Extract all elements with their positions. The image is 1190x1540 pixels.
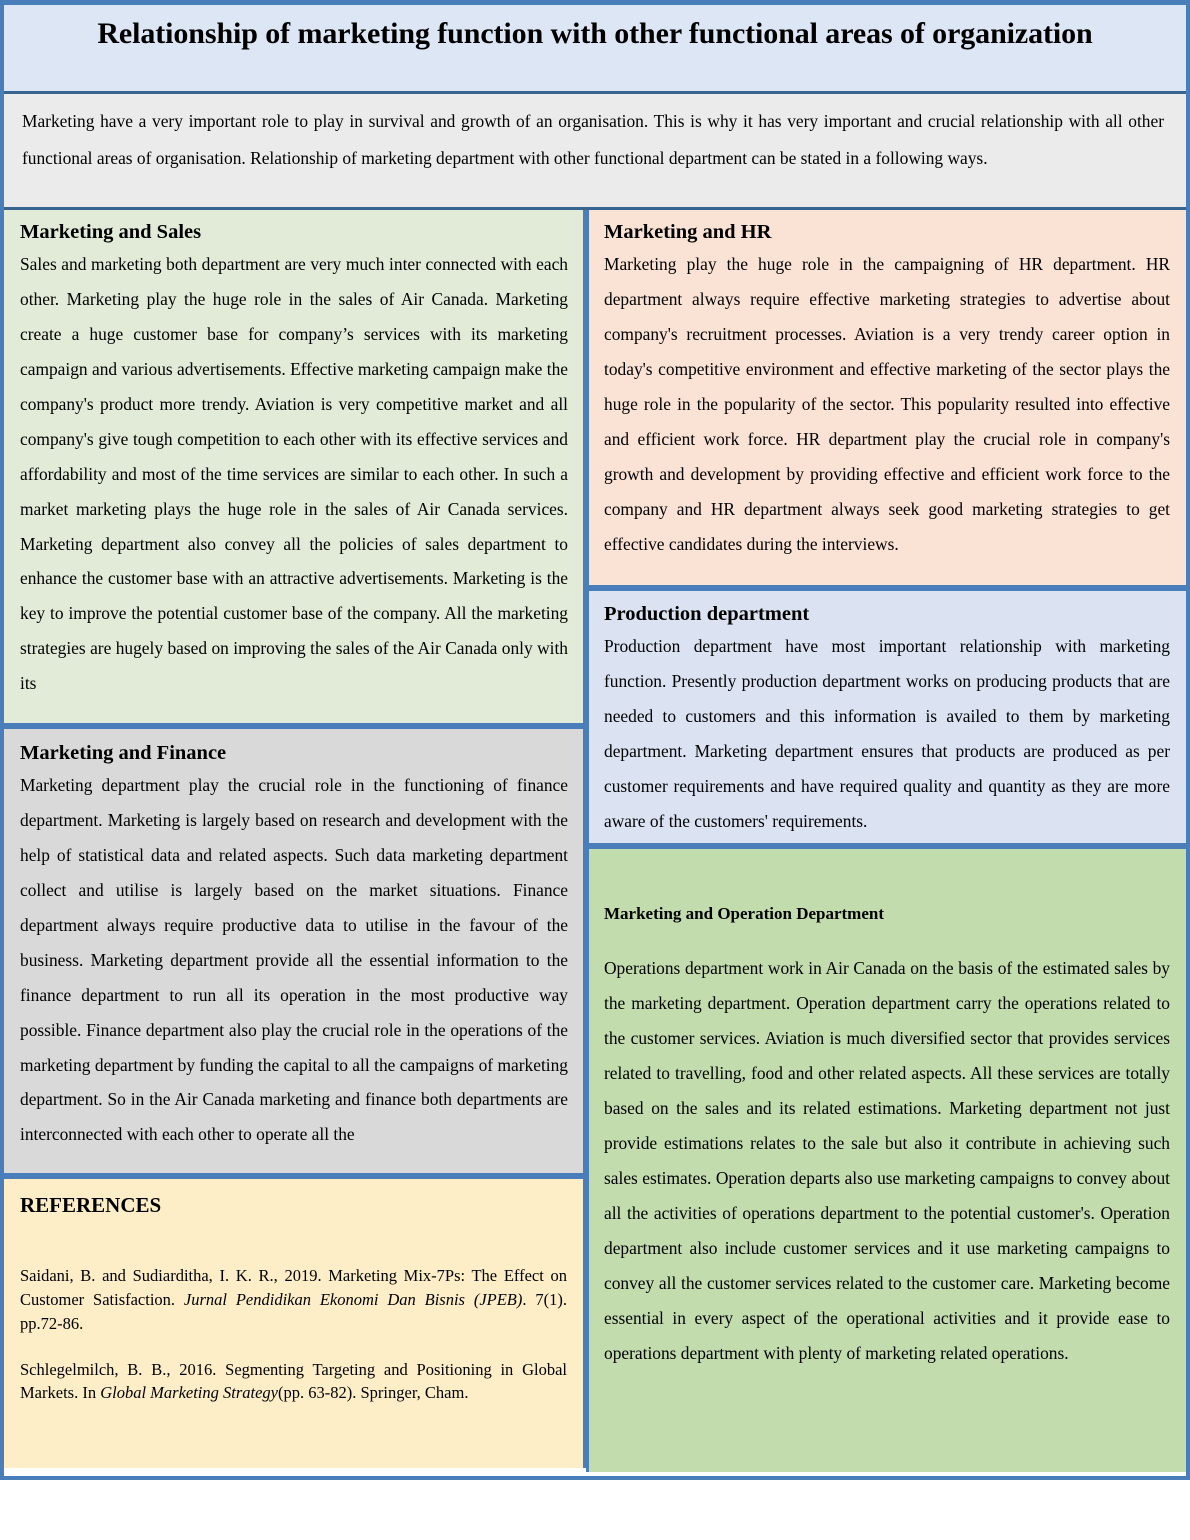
title-banner (4, 5, 1186, 94)
reference-text-lead: Schlegelmilch, B. B., 2016. Segmenting Targeting and Positioning in Global Markets. In (20, 1359, 567, 1403)
section-marketing-and-sales (4, 210, 586, 726)
section-body-operations: Operations department work in Air Canada on the basis of the estimated sales by the marketing department. Operation department carry the operations related to the customer services. Aviation is much diversified sector that provides services related to travelling, food and other related aspects. All these services are totally based on the sales and its related estimations. Marketing department not just provide estimations relates to the sale but also it contribute in achieving such sales estimates. Operation departs also use marketing campaigns to convey about all the activities of operations department to the potential customer's. Operation department also include customer services and it use marketing campaigns to convey all the customer services related to the customer care. Marketing become essential in every aspect of the operational activities and it provide ease to operations department with plenty of marketing related operations. (604, 958, 1170, 1364)
body-columns (4, 210, 1186, 1472)
section-heading-references: REFERENCES (20, 1193, 162, 1217)
reference-title-italic: Global Marketing Strategy (100, 1383, 279, 1403)
section-heading-sales: Marketing and Sales (20, 221, 202, 243)
references-spacer (20, 1218, 567, 1264)
reference-text-tail: . 7(1). pp.72-86. (20, 1290, 567, 1333)
reference-text-lead: Saidani, B. and Sudiarditha, I. K. R., 2019. Marketing Mix-7Ps: The Effect on Customer Satisfaction. (20, 1266, 567, 1309)
section-body-sales: Sales and marketing both department are very much inter connected with each other. Marketing play the huge role in the sales of Air Canada. Marketing create a huge customer base for company’s services with its marketing campaign and various advertisements. Effective marketing campaign make the company's product more trendy. Aviation is very competitive market and all company's give tough competition to each other with its effective services and affordability and most of the time services are similar to each other. In such a market marketing plays the huge role in the sales of Air Canada services. Marketing department also convey all the policies of sales department to enhance the customer base with an attractive advertisements. Marketing is the key to improve the potential customer base of the company. All the marketing strategies are hugely based on improving the sales of the Air Canada only with its (20, 253, 568, 694)
section-marketing-and-operation-department (586, 846, 1186, 1472)
section-heading-finance: Marketing and Finance (20, 742, 227, 764)
section-body-production: Production department have most important relationship with marketing function. Presently production department works on producing products that are needed to customers and this information is availed to them by marketing department. Marketing department ensures that products are produced as per customer requirements and have required quality and quantity as they are more aware of the customers' requirements. (604, 635, 1170, 831)
section-marketing-and-hr (586, 210, 1186, 588)
section-body-hr: Marketing play the huge role in the campaigning of HR department. HR department always require effective marketing strategies to advertise about company's recruitment processes. Aviation is a very trendy career option in today's competitive environment and effective marketing of the sector plays the huge role in the popularity of the sector. This popularity resulted into effective and efficient work force. HR department play the crucial role in company's growth and development by providing effective and efficient work force to the company and HR department always seek good marketing strategies to get effective candidates during the interviews. (604, 253, 1170, 554)
reference-entry (20, 1264, 567, 1335)
operations-top-spacer (604, 859, 1170, 903)
operations-mid-spacer (604, 925, 1170, 951)
section-marketing-and-finance (4, 726, 586, 1176)
section-heading-production: Production department (604, 603, 810, 625)
reference-entry (20, 1358, 567, 1406)
section-heading-hr: Marketing and HR (604, 221, 772, 243)
section-references (4, 1176, 586, 1468)
intro-block (4, 94, 1186, 210)
reference-title-italic: Jurnal Pendidikan Ekonomi Dan Bisnis (JPEB) (183, 1290, 523, 1309)
right-column (586, 210, 1186, 1472)
left-column (4, 210, 586, 1468)
section-production-department (586, 588, 1186, 846)
intro-paragraph: Marketing have a very important role to play in survival and growth of an organisation. This is why it has very important and crucial relationship with all other functional areas of organisation. Relationship of marketing department with other functional department can be stated in a following ways. (22, 111, 1164, 169)
section-heading-operations: Marketing and Operation Department (604, 904, 885, 923)
page-title: Relationship of marketing function with other functional areas of organization (97, 17, 1093, 50)
reference-text-tail: (pp. 63-82). Springer, Cham. (278, 1383, 469, 1403)
section-body-finance: Marketing department play the crucial role in the functioning of finance department. Marketing is largely based on research and development with the help of statistical data and related aspects. Such data marketing department collect and utilise is largely based on the market situations. Finance department always require productive data to utilise in the favour of the business. Marketing department provide all the essential information to the finance department to run all its operation in the most productive way possible. Finance department also play the crucial role in the operations of the marketing department by funding the capital to all the campaigns of marketing department. So in the Air Canada marketing and finance both departments are interconnected with each other to operate all the (20, 774, 568, 1145)
